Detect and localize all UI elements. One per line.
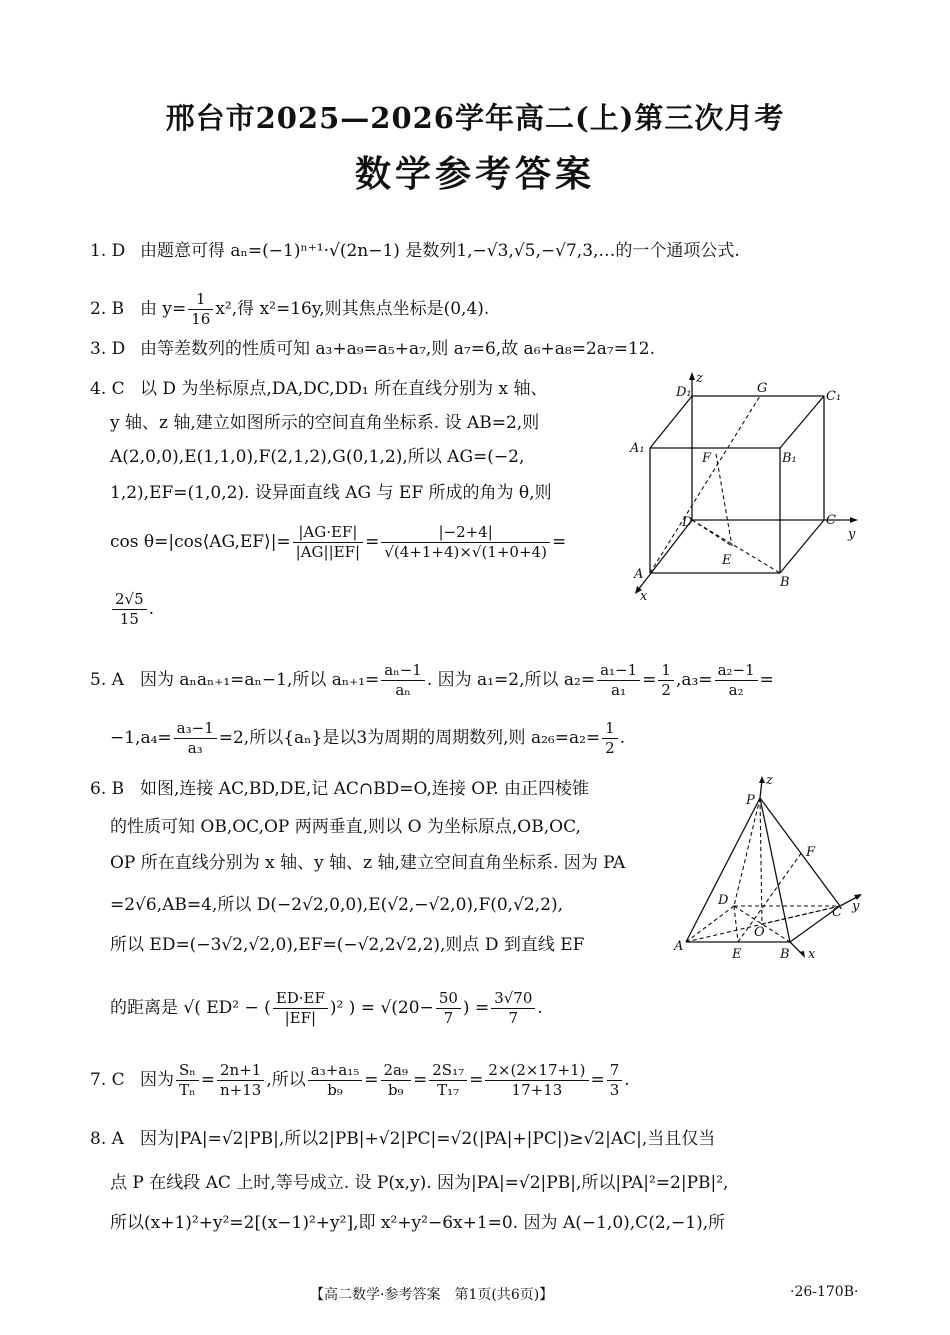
axis-label-z: z — [696, 371, 703, 386]
cube-figure — [620, 368, 870, 608]
answer-6-line-4: =2√6,AB=4,所以 D(−2√2,0,0),E(√2,−√2,0),F(0,√2,2), — [110, 895, 563, 915]
answer-text: x²,得 x²=16y,则其焦点坐标是(0,4). — [215, 299, 490, 319]
fraction: $\frac{\text{a₁−1}}{\text{a₁}}$ — [597, 661, 640, 700]
fraction: $\frac{1}{16}$ — [188, 290, 213, 329]
fraction: $\frac{\text{a₃+a₁₅}}{\text{b₉}}$ — [308, 1061, 363, 1100]
fraction: $\frac{|-2+4|}{√(4+1+4)\times√(1+0+4)}$ — [381, 523, 550, 562]
answer-text: 由 y= — [140, 299, 187, 319]
svg-text:O: O — [754, 925, 765, 940]
svg-text:A₁: A₁ — [630, 441, 645, 456]
svg-text:D₁: D₁ — [676, 385, 692, 400]
fraction: $\frac{\text{2S₁₇}}{\text{T₁₇}}$ — [429, 1061, 467, 1100]
svg-text:E: E — [722, 553, 732, 568]
answer-8-line-2: 点 P 在线段 AC 上时,等号成立. 设 P(x,y). 因为|PA|=√2|PB|,所以|PA|²=2|PB|², — [110, 1173, 729, 1193]
fraction: $\frac{3√70}{7}$ — [491, 989, 535, 1028]
answer-6-line-2: 的性质可知 OB,OC,OP 两两垂直,则以 O 为坐标原点,OB,OC, — [110, 817, 581, 837]
fraction: $\frac{ED\cdot EF}{|EF|}$ — [273, 989, 328, 1028]
svg-text:A: A — [634, 567, 644, 582]
answer-number: 6. B — [90, 779, 125, 799]
axis-label-x: x — [808, 947, 816, 962]
svg-text:D: D — [718, 893, 729, 908]
fraction: $\frac{1}{2}$ — [602, 719, 618, 758]
answer-number: 3. D — [90, 339, 126, 359]
answer-number: 8. A — [90, 1129, 124, 1149]
answer-8-line-1: 8. A 因为|PA|=√2|PB|,所以2|PB|+√2|PC|=√2(|PA|+|PC|)≥√2|AC|,当且仅当 — [90, 1129, 716, 1149]
answer-number: 2. B — [90, 299, 125, 319]
answer-text: 以 D 为坐标原点,DA,DC,DD₁ 所在直线分别为 x 轴、 — [140, 379, 548, 399]
fraction: $\frac{|AG\cdot EF|}{|AG||EF|}$ — [293, 523, 363, 562]
svg-text:B₁: B₁ — [782, 451, 797, 466]
svg-text:G: G — [757, 381, 768, 396]
svg-text:A: A — [674, 939, 684, 954]
answer-6-distance: 的距离是 √( ED² − ( $\frac{ED\cdot EF}{|EF|}$ )² ) = √(20− $\frac{50}{7}$ ) = $\frac{3√70}{7}$ . — [110, 989, 543, 1027]
fraction: $\frac{2\times(2\times 17+1)}{17+13}$ — [485, 1061, 588, 1100]
fraction: $\frac{7}{3}$ — [607, 1061, 623, 1100]
answer-4-line-3: A(2,0,0),E(1,1,0),F(2,1,2),G(0,1,2),所以 AG=(−2, — [110, 447, 525, 467]
answer-1 — [90, 240, 740, 262]
answer-3 — [90, 338, 655, 360]
svg-text:E: E — [732, 947, 742, 962]
axis-label-y: y — [852, 899, 860, 914]
answer-4-line-4: 1,2),EF=(1,0,2). 设异面直线 AG 与 EF 所成的角为 θ,则 — [110, 483, 552, 503]
answer-4-result: $\frac{2√5}{15}$ . — [110, 590, 154, 629]
fraction: $\frac{1}{2}$ — [658, 661, 674, 700]
answer-2 — [90, 290, 489, 329]
fraction: $\frac{\text{aₙ−1}}{\text{aₙ}}$ — [381, 661, 425, 700]
fraction: $\frac{2n+1}{n+13}$ — [217, 1061, 264, 1100]
footer-page-info: 【高二数学·参考答案 第1页(共6页)】 — [310, 1287, 554, 1303]
answer-6-line-1: 6. B 如图,连接 AC,BD,DE,记 AC∩BD=O,连接 OP. 由正四棱锥 — [90, 779, 590, 799]
svg-text:F: F — [702, 451, 712, 466]
svg-text:F: F — [806, 845, 816, 860]
answer-5-line-2: −1,a₄= $\frac{\text{a₃−1}}{\text{a₃}}$ =2,所以{aₙ}是以3为周期的周期数列,则 a₂₆=a₂= $\frac{1}{2}$ . — [110, 719, 626, 757]
footer-code: ·26-170B· — [790, 1284, 859, 1300]
svg-text:D: D — [682, 515, 693, 530]
fraction: $\frac{50}{7}$ — [436, 989, 461, 1028]
answer-7: 7. C 因为 $\frac{\text{Sₙ}}{\text{Tₙ}}$ = $\frac{2n+1}{n+13}$ ,所以 $\frac{\text{a₃+a₁₅}}{\text{b₉}}$ = $\frac{\text{2a₉}}{\text{b₉}}$ = $\frac{\text{2S₁₇}}{\text{T₁₇}}$ = $\frac{2\times(2\times 17+1)}{17+13}$ = $\frac{7}{3}$ . — [90, 1058, 630, 1102]
svg-text:P: P — [746, 793, 755, 808]
answer-4-cos-formula: cos θ=|cos⟨AG,EF⟩|= $\frac{|AG\cdot EF|}{|AG||EF|}$ = $\frac{|-2+4|}{√(4+1+4)\times√(1+0+4)}$ = — [110, 523, 567, 561]
axis-label-x: x — [640, 589, 648, 604]
answer-4-line-1 — [90, 378, 547, 400]
fraction: $\frac{\text{2a₉}}{\text{b₉}}$ — [381, 1061, 412, 1100]
answer-text: 由题意可得 aₙ=(−1)ⁿ⁺¹·√(2n−1) 是数列1,−√3,√5,−√7,3,…的一个通项公式. — [140, 241, 740, 261]
svg-text:C: C — [826, 513, 836, 528]
fraction: $\frac{\text{a₃−1}}{\text{a₃}}$ — [174, 719, 217, 758]
answer-8-line-3: 所以(x+1)²+y²=2[(x−1)²+y²],即 x²+y²−6x+1=0. 因为 A(−1,0),C(2,−1),所 — [110, 1213, 726, 1233]
answer-4-line-2: y 轴、z 轴,建立如图所示的空间直角坐标系. 设 AB=2,则 — [110, 413, 540, 433]
answer-number: 5. A — [90, 670, 124, 690]
page-subtitle: 数学参考答案 — [354, 153, 595, 195]
answer-number: 1. D — [90, 241, 126, 261]
answer-6-line-3: OP 所在直线分别为 x 轴、y 轴、z 轴,建立空间直角坐标系. 因为 PA — [110, 853, 626, 873]
svg-text:C: C — [832, 905, 842, 920]
svg-text:B: B — [780, 947, 790, 962]
svg-text:B: B — [780, 575, 790, 590]
pyramid-figure — [672, 772, 872, 962]
axis-label-z: z — [766, 773, 773, 788]
page-title: 邢台市2025—2026学年高二(上)第三次月考 — [165, 101, 785, 135]
answer-number: 7. C — [90, 1070, 125, 1090]
answer-5-line-1: 5. A 因为 aₙaₙ₊₁=aₙ−1,所以 aₙ₊₁= $\frac{\text{aₙ−1}}{\text{aₙ}}$ . 因为 a₁=2,所以 a₂= $\frac{\text{a₁−1}}{\text{a₁}}$ = $\frac{1}{2}$ ,a₃= $\frac{\text{a₂−1}}{\text{a₂}}$ = — [90, 658, 774, 702]
answer-6-line-5: 所以 ED=(−3√2,√2,0),EF=(−√2,2√2,2),则点 D 到直线 EF — [110, 935, 585, 955]
axis-label-y: y — [848, 527, 856, 542]
svg-text:C₁: C₁ — [826, 389, 842, 404]
answer-number: 4. C — [90, 379, 125, 399]
fraction: $\frac{\text{Sₙ}}{\text{Tₙ}}$ — [176, 1061, 199, 1100]
answer-text: 由等差数列的性质可知 a₃+a₉=a₅+a₇,则 a₇=6,故 a₆+a₈=2a₇=12. — [140, 339, 655, 359]
fraction: $\frac{\text{a₂−1}}{\text{a₂}}$ — [715, 661, 758, 700]
fraction: $\frac{2√5}{15}$ — [112, 590, 147, 629]
